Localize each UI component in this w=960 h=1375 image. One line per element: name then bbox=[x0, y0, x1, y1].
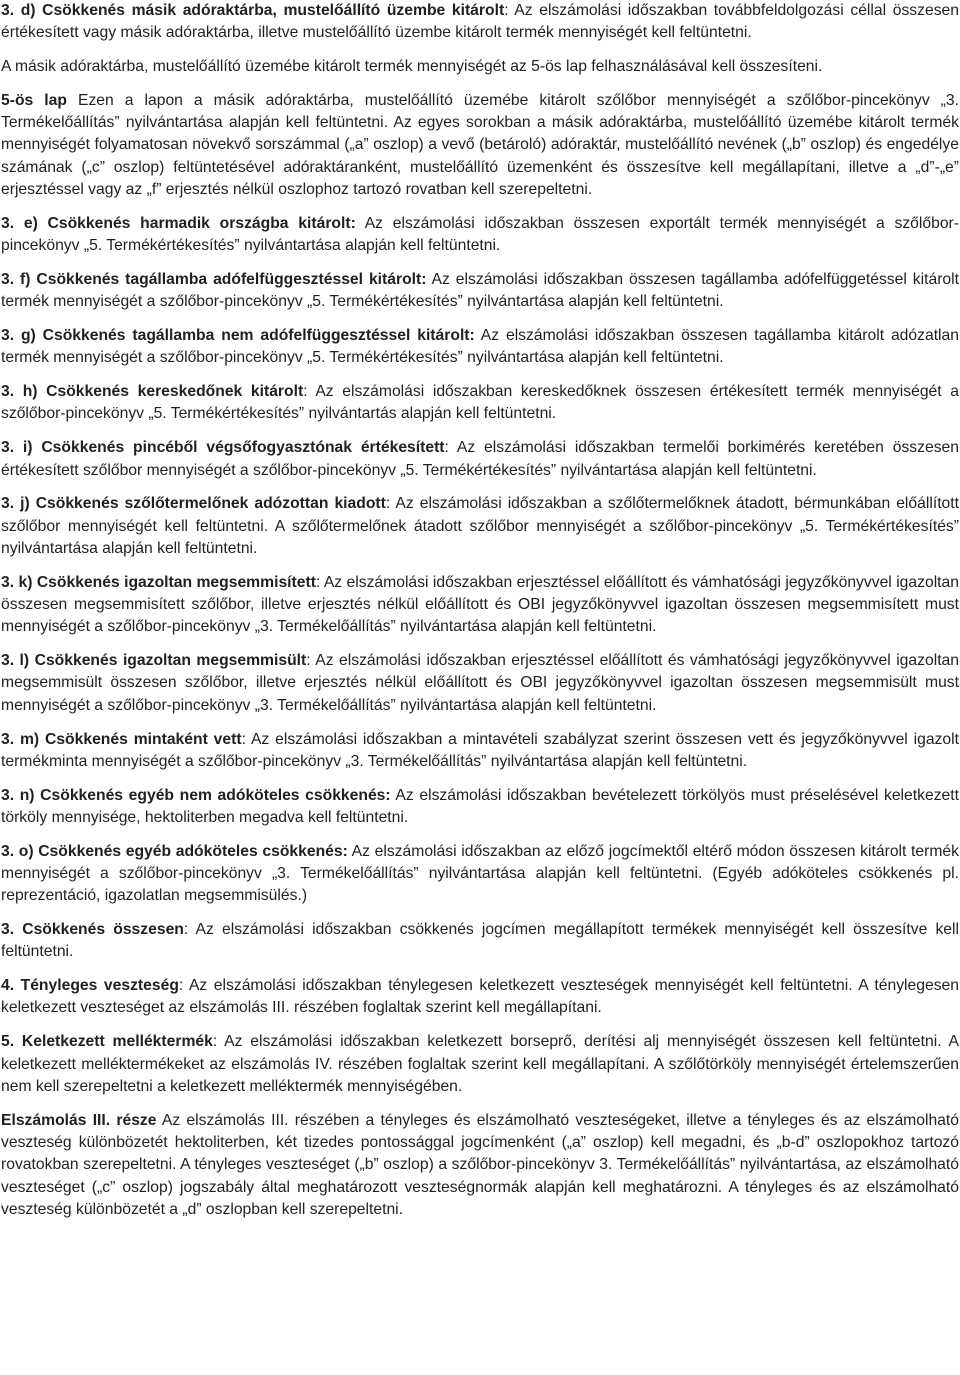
paragraph-3i bbox=[1, 437, 959, 482]
heading-3i: 3. i) Csökkenés pincéből végsőfogyasztónak értékesített bbox=[1, 439, 445, 457]
body-4: : Az elszámolási időszakban ténylegesen keletkezett veszteségek mennyiségét kell feltüntetni. A ténylegesen keletkezett veszteséget az elszámolás III. részében foglaltak szerint kell megállapítani. bbox=[1, 977, 960, 1017]
body-3k: : Az elszámolási időszakban erjesztéssel előállított és vámhatósági jegyzőkönyvvel igazoltan összesen megsemmisített szőlőbor, illetve erjesztés nélkül előállított és OBI jegyzőkönyvvel igazoltan összesen megsemmisített must mennyiségét a szőlőbor-pincekönyv „3. Termékelőállítás” nyilvántartása alapján kell feltüntetni. bbox=[1, 573, 959, 636]
body-part-3: Az elszámolás III. részében a tényleges és elszámolható veszteségeket, illetve a tényleges és az elszámolható veszteség különbözetét hektoliterben, két tizedes pontossággal jogcímenként („a” oszlop) kell megadni, és „b-d” oszlopokhoz tartozó rovatokban szerepeltetni. A tényleges veszteséget („b” oszlop) a szőlőbor-pincekönyv 3. Termékelőállítás” nyilvántartása, az elszámolható veszteséget („c” oszlop) jogszabály által meghatározott veszteségnormák alapján kell meghatározni. A tényleges és az elszámolható veszteség különbözetét a „d” oszlopban kell szerepeltetni. bbox=[1, 1111, 959, 1218]
paragraph-sheet-5 bbox=[1, 90, 959, 201]
heading-3n: 3. n) Csökkenés egyéb nem adóköteles csökkenés: bbox=[1, 786, 391, 804]
body-3m: : Az elszámolási időszakban a mintavételi szabályzat szerint összesen vett és jegyzőkönyvvel igazolt termékminta mennyiségét a szőlőbor-pincekönyv „3. Termékelőállítás” nyilvántartása alapján kell feltüntetni. bbox=[1, 730, 959, 770]
paragraph-3o bbox=[1, 841, 959, 908]
heading-3-total: 3. Csökkenés összesen bbox=[1, 921, 184, 939]
body-3-total: : Az elszámolási időszakban csökkenés jogcímen megállapított termékek mennyiségét kell összesítve kell feltüntetni. bbox=[1, 921, 959, 961]
paragraph-3d bbox=[1, 0, 959, 45]
heading-3o: 3. o) Csökkenés egyéb adóköteles csökkenés: bbox=[1, 842, 348, 860]
heading-3l: 3. l) Csökkenés igazoltan megsemmisült bbox=[1, 652, 307, 670]
paragraph-3h bbox=[1, 381, 959, 426]
body-3o: Az elszámolási időszakban az előző jogcímektől eltérő módon összesen kitárolt termék mennyiségét a szőlőbor-pincekönyv „3. Termékelőállítás” nyilvántartása alapján kell feltüntetni. (Egyéb adóköteles csökkenés pl. reprezentáció, igazolatlan megsemmisülés.) bbox=[1, 842, 960, 905]
heading-4: 4. Tényleges veszteség bbox=[1, 977, 179, 995]
heading-3e: 3. e) Csökkenés harmadik országba kitárolt: bbox=[1, 214, 356, 232]
heading-3g: 3. g) Csökkenés tagállamba nem adófelfüggesztéssel kitárolt: bbox=[1, 327, 475, 345]
body-3g: Az elszámolási időszakban összesen tagállamba kitárolt adózatlan termék mennyiségét a szőlőbor-pincekönyv „5. Termékértékesítés” nyilvántartása alapján kell feltüntetni. bbox=[1, 327, 959, 367]
paragraph-3m bbox=[1, 729, 959, 774]
heading-3j: 3. j) Csökkenés szőlőtermelőnek adózottan kiadott bbox=[1, 495, 386, 513]
heading-3h: 3. h) Csökkenés kereskedőnek kitárolt bbox=[1, 383, 304, 401]
paragraph-3k bbox=[1, 572, 959, 639]
body-3d: : Az elszámolási időszakban továbbfeldolgozási céllal összesen értékesített vagy másik adóraktárba, illetve mustelőállító üzembe kitárolt termék mennyiségét kell feltüntetni. bbox=[1, 2, 959, 42]
paragraph-4 bbox=[1, 975, 959, 1020]
body-3e: Az elszámolási időszakban összesen exportált termék mennyiségét a szőlőbor-pincekönyv „5. Termékértékesítés” nyilvántartása alapján kell feltüntetni. bbox=[1, 214, 959, 255]
heading-3f: 3. f) Csökkenés tagállamba adófelfüggesztéssel kitárolt: bbox=[1, 270, 427, 288]
body-3f: Az elszámolási időszakban összesen tagállamba adófelfüggetéssel kitárolt termék mennyiségét a szőlőbor-pincekönyv „5. Termékértékesítés” nyilvántartása alapján kell feltüntetni. bbox=[1, 270, 959, 311]
paragraph-3j bbox=[1, 493, 959, 560]
body-3h: : Az elszámolási időszakban kereskedőknek összesen értékesített termék mennyiségét a szőlőbor-pincekönyv „5. Termékértékesítés” nyilvántartás alapján kell feltüntetni. bbox=[1, 383, 959, 423]
body-3n: Az elszámolási időszakban bevételezett törkölyös must préselésével keletkezett törköly mennyisége, hektoliterben megadva kell feltüntetni. bbox=[1, 786, 959, 826]
paragraph-3-total bbox=[1, 919, 959, 964]
heading-3m: 3. m) Csökkenés mintaként vett bbox=[1, 730, 242, 748]
body-3l: : Az elszámolási időszakban erjesztéssel előállított és vámhatósági jegyzőkönyvvel igazoltan megsemmisült összesen szőlőbor, illetve erjesztés nélkül előállított és OBI jegyzőkönyvvel igazoltan összesen megsemmisült must mennyiségét a szőlőbor-pincekönyv „3. Termékelőállítás” nyilvántartása alapján kell feltüntetni. bbox=[1, 652, 959, 714]
paragraph-part-3 bbox=[1, 1110, 959, 1221]
paragraph-3g bbox=[1, 325, 959, 370]
body-sheet-5: Ezen a lapon a másik adóraktárba, mustelőállító üzemébe kitárolt szőlőbor mennyiségét a szőlőbor-pincekönyv „3. Termékelőállítás” nyilvántartása alapján kell feltüntetni. Az egyes sorokban a másik adóraktárba, mustelőállító üzemébe kitárolt termék mennyiségét folyamatosan növekvő sorszámmal („a” oszlop) a vevő (betároló) adóraktár, mustelőállító nevének („b” oszlop) és engedélye számának („c” oszlop) feltüntetésével adóraktáranként, mustelőállító üzemenként és összesítve kell megállapítani, illetve a „d”-„e” erjesztéssel vagy az „f” erjesztés nélkül oszlophoz tartozó rovatban kell szerepeltetni. bbox=[1, 91, 959, 199]
paragraph-5 bbox=[1, 1031, 959, 1098]
paragraph-3f bbox=[1, 269, 959, 314]
body-3i: : Az elszámolási időszakban termelői borkimérés keretében összesen értékesített szőlőbor mennyiségét a szőlőbor-pincekönyv „5. Termékértékesítés” nyilvántartása alapján kell feltüntetni. bbox=[1, 439, 959, 479]
heading-sheet-5: 5-ös lap bbox=[1, 91, 67, 109]
body-5: : Az elszámolási időszakban keletkezett borseprő, derítési alj mennyiségét összesen kell feltüntetni. A keletkezett melléktermékeket az elszámolás IV. részében foglaltak szerint kell megállapítani. A szőlőtörköly mennyiségét értelemszerűen nem kell szerepeltetni a keletkezett melléktermék mennyiségében. bbox=[1, 1033, 959, 1095]
paragraph-3e bbox=[1, 213, 959, 258]
body-3j: : Az elszámolási időszakban a szőlőtermelőknek átadott, bérmunkában előállított szőlőbor mennyiségét kell feltüntetni. A szőlőtermelőnek átadott szőlőbor mennyiségét a szőlőbor-pincekönyv „5. Termékértékesítés” nyilvántartása alapján kell feltüntetni. bbox=[1, 495, 959, 557]
paragraph-3d-note bbox=[1, 56, 959, 78]
heading-5: 5. Keletkezett melléktermék bbox=[1, 1033, 213, 1051]
body-3d-note: A másik adóraktárba, mustelőállító üzemébe kitárolt termék mennyiségét az 5-ös lap felhasználásával kell összesíteni. bbox=[1, 58, 823, 76]
heading-3d: 3. d) Csökkenés másik adóraktárba, mustelőállító üzembe kitárolt bbox=[1, 2, 505, 19]
paragraph-3l bbox=[1, 650, 959, 717]
heading-3k: 3. k) Csökkenés igazoltan megsemmisített bbox=[1, 573, 316, 591]
paragraph-3n bbox=[1, 785, 959, 830]
heading-part-3: Elszámolás III. része bbox=[1, 1111, 157, 1129]
